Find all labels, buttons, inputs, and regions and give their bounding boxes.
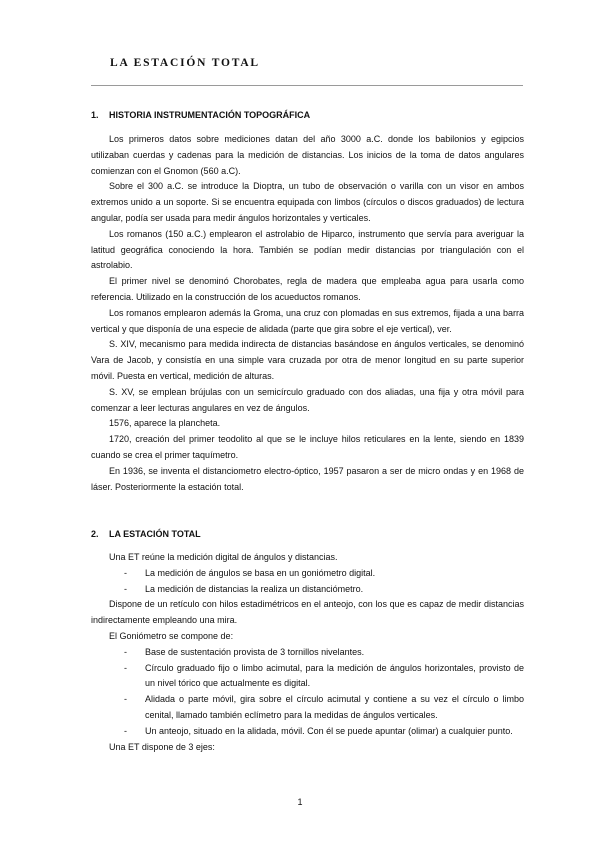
paragraph: 1720, creación del primer teodolito al que se le incluye hilos reticulares en la lente, siendo en 1839 cuando se crea el primer taquímetro. [91,434,524,460]
section-2-intro: Una ET reúne la medición digital de ángulos y distancias. [109,552,338,562]
section-1-body [91,132,524,495]
list-item: - Círculo graduado fijo o limbo acimutal, para la medición de ángulos horizontales, provisto de un nivel tórico que actualmente es digital. [124,662,524,689]
goniometro-parts-list [91,645,524,740]
bullet-dash: - [124,662,127,673]
section-1-heading [91,110,310,120]
list-item: - Base de sustentación provista de 3 tornillos nivelantes. [91,645,524,661]
section-1-number: 1. [91,110,99,120]
bullet-dash: - [124,567,127,578]
paragraph: Dispone de un retículo con hilos estadimétricos en el anteojo, con los que es capaz de medir distancias indirectamente empleando una mira. [91,599,524,626]
paragraph: Los romanos (150 a.C.) emplearon el astrolabio de Hiparco, instrumento que servía para averiguar la latitud geográfica conociendo la hora. También se podían medir distancias por triangulación con el astrolabio. [91,228,524,271]
paragraph: Los primeros datos sobre mediciones datan del año 3000 a.C. donde los babilonios y egipcios utilizaban cuerdas y cadenas para la medición de distancias. Los inicios de la toma de datos angulares comienzan con el Gnomon (560 a.C). [91,134,524,176]
bullet-dash: - [124,583,127,594]
paragraph: Los romanos emplearon además la Groma, una cruz con plomadas en sus extremos, fijada a una barra vertical y que disponía de una especie de alidada (parte que gira sobre el eje vertical), ver. [91,307,524,334]
paragraph: S. XIV, mecanismo para medida indirecta de distancias basándose en ángulos verticales, se denominó Vara de Jacob, y consistía en una simple vara cruzada por otra de menor longitud en su parte superior móvil. Puesta en vertical, medición de alturas. [91,339,524,381]
section-2-title: LA ESTACIÓN TOTAL [109,529,201,539]
document-title: LA ESTACIÓN TOTAL [110,57,260,69]
goniometro-intro: El Goniómetro se compone de: [109,630,234,641]
page-number: 1 [297,797,303,807]
list-item: - Alidada o parte móvil, gira sobre el círculo acimutal y contiene a su vez el círculo o limbo cenital, llamado también eclímetro para la medidas de ángulos verticales. [124,694,524,720]
et-components-list [91,566,524,598]
paragraph: El primer nivel se denominó Chorobates, regla de madera que empleaba agua para usarla como referencia. Utilizado en la construcción de los acueductos romanos. [91,276,524,302]
section-2-number: 2. [91,529,99,539]
paragraph: 1576, aparece la plancheta. [109,418,221,429]
paragraph: S. XV, se emplean brújulas con un semicírculo graduado con dos aliadas, una fija y otra móvil para comenzar a leer lecturas angulares en vez de ángulos. [91,386,524,413]
paragraph: En 1936, se inventa el distanciometro electro-óptico, 1957 pasaron a ser de micro ondas y en 1968 de láser. Posteriormente la estación total. [91,465,524,492]
list-item: - Un anteojo, situado en la alidada, móvil. Con él se puede apuntar (olimar) a cualquier punto. [91,724,524,740]
ejes-intro: Una ET dispone de 3 ejes: [109,741,215,752]
bullet-dash: - [124,694,127,705]
bullet-dash: - [124,725,127,736]
title-divider [91,85,523,86]
paragraph: Sobre el 300 a.C. se introduce la Dioptra, un tubo de observación o varilla con un visor en ambos extremos unido a un soporte. Si se encuentra equipada con limbos (círculos o discos graduados) de lectura angular, podía ser usada para medir ángulos horizontales y verticales. [91,181,524,223]
list-item: - La medición de distancias la realiza un distanciómetro. [91,582,524,598]
section-1-title: HISTORIA INSTRUMENTACIÓN TOPOGRÁFICA [109,110,311,120]
section-2-heading [91,529,201,539]
section-2-body [91,550,524,755]
list-item: - La medición de ángulos se basa en un goniómetro digital. [91,566,524,582]
bullet-dash: - [124,646,127,657]
